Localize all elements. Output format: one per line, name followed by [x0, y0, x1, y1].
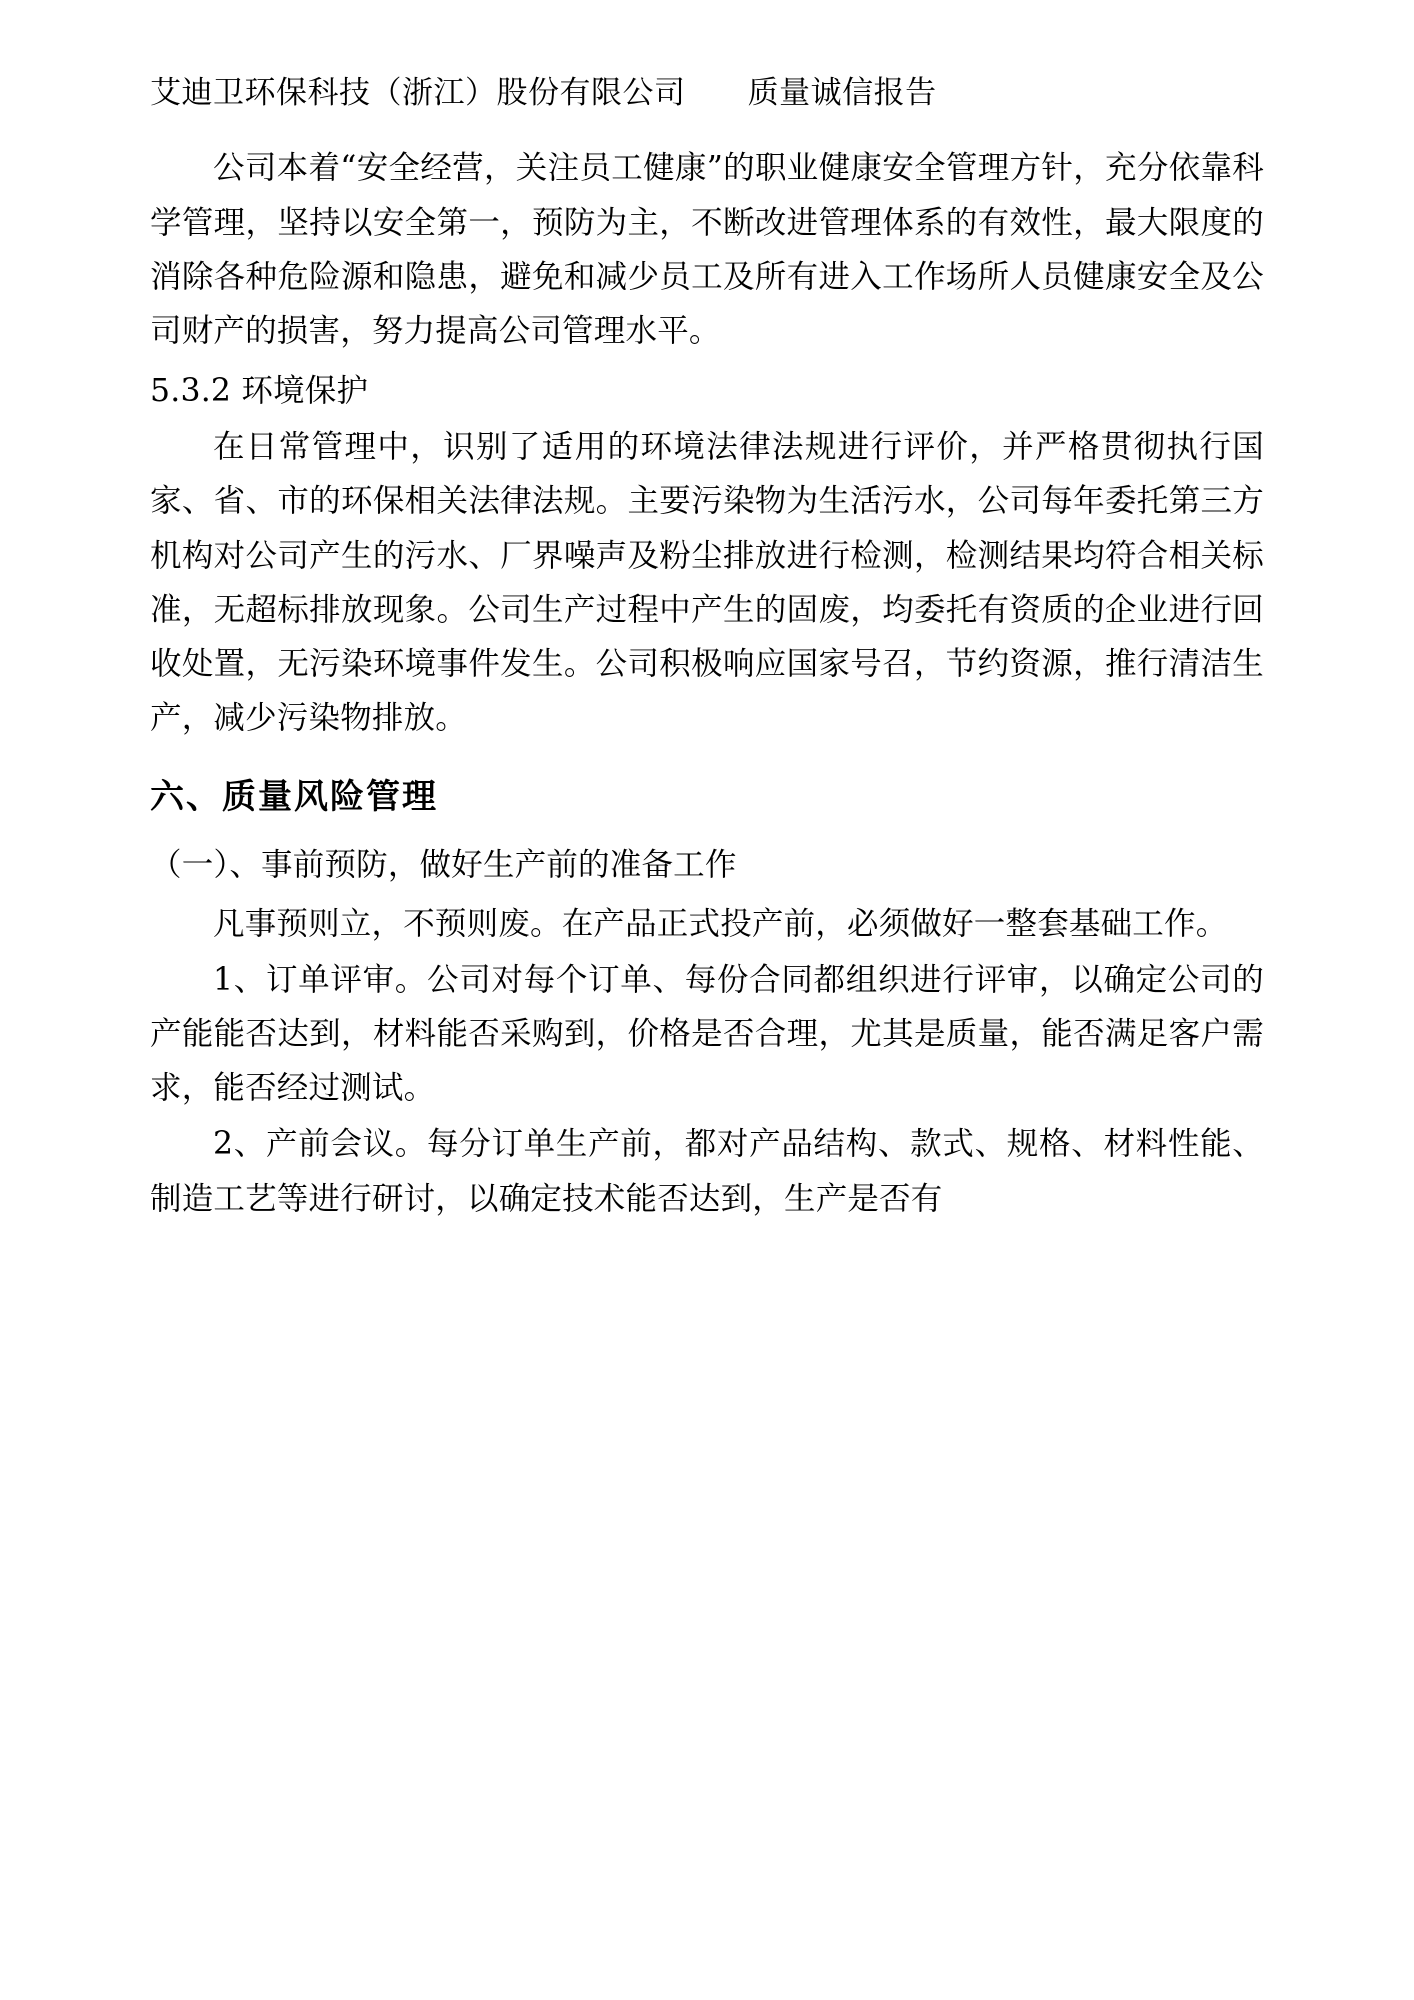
paragraph: 2、产前会议。每分订单生产前，都对产品结构、款式、规格、材料性能、制造工艺等进行研讨，以确定技术能否达到，生产是否有: [150, 1126, 1264, 1217]
sub-heading: 5.3.2 环境保护: [150, 373, 369, 410]
paragraph: 公司本着“安全经营，关注员工健康”的职业健康安全管理方针，充分依靠科学管理，坚持以安全第一，预防为主，不断改进管理体系的有效性，最大限度的消除各种危险源和隐患，避免和减少员工及所有进入工作场所人员健康安全及公司财产的损害，努力提高公司管理水平。: [150, 150, 1264, 349]
section-heading: 六、质量风险管理: [150, 777, 438, 818]
paragraph: 1、订单评审。公司对每个订单、每份合同都组织进行评审，以确定公司的产能能否达到，材料能否采购到，价格是否合理，尤其是质量，能否满足客户需求，能否经过测试。: [150, 961, 1264, 1107]
paragraph: 凡事预则立，不预则废。在产品正式投产前，必须做好一整套基础工作。: [213, 905, 1228, 942]
page-header: 艾迪卫环保科技（浙江）股份有限公司 质量诚信报告: [150, 75, 937, 111]
subsection-heading: （一）、事前预防，做好生产前的准备工作: [150, 847, 737, 884]
paragraph: 在日常管理中，识别了适用的环境法律法规进行评价，并严格贯彻执行国家、省、市的环保相关法律法规。主要污染物为生活污水，公司每年委托第三方机构对公司产生的污水、厂界噪声及粉尘排放进行检测，检测结果均符合相关标准，无超标排放现象。公司生产过程中产生的固废，均委托有资质的企业进行回收处置，无污染环境事件发生。公司积极响应国家号召，节约资源，推行清洁生产，减少污染物排放。: [150, 429, 1264, 737]
